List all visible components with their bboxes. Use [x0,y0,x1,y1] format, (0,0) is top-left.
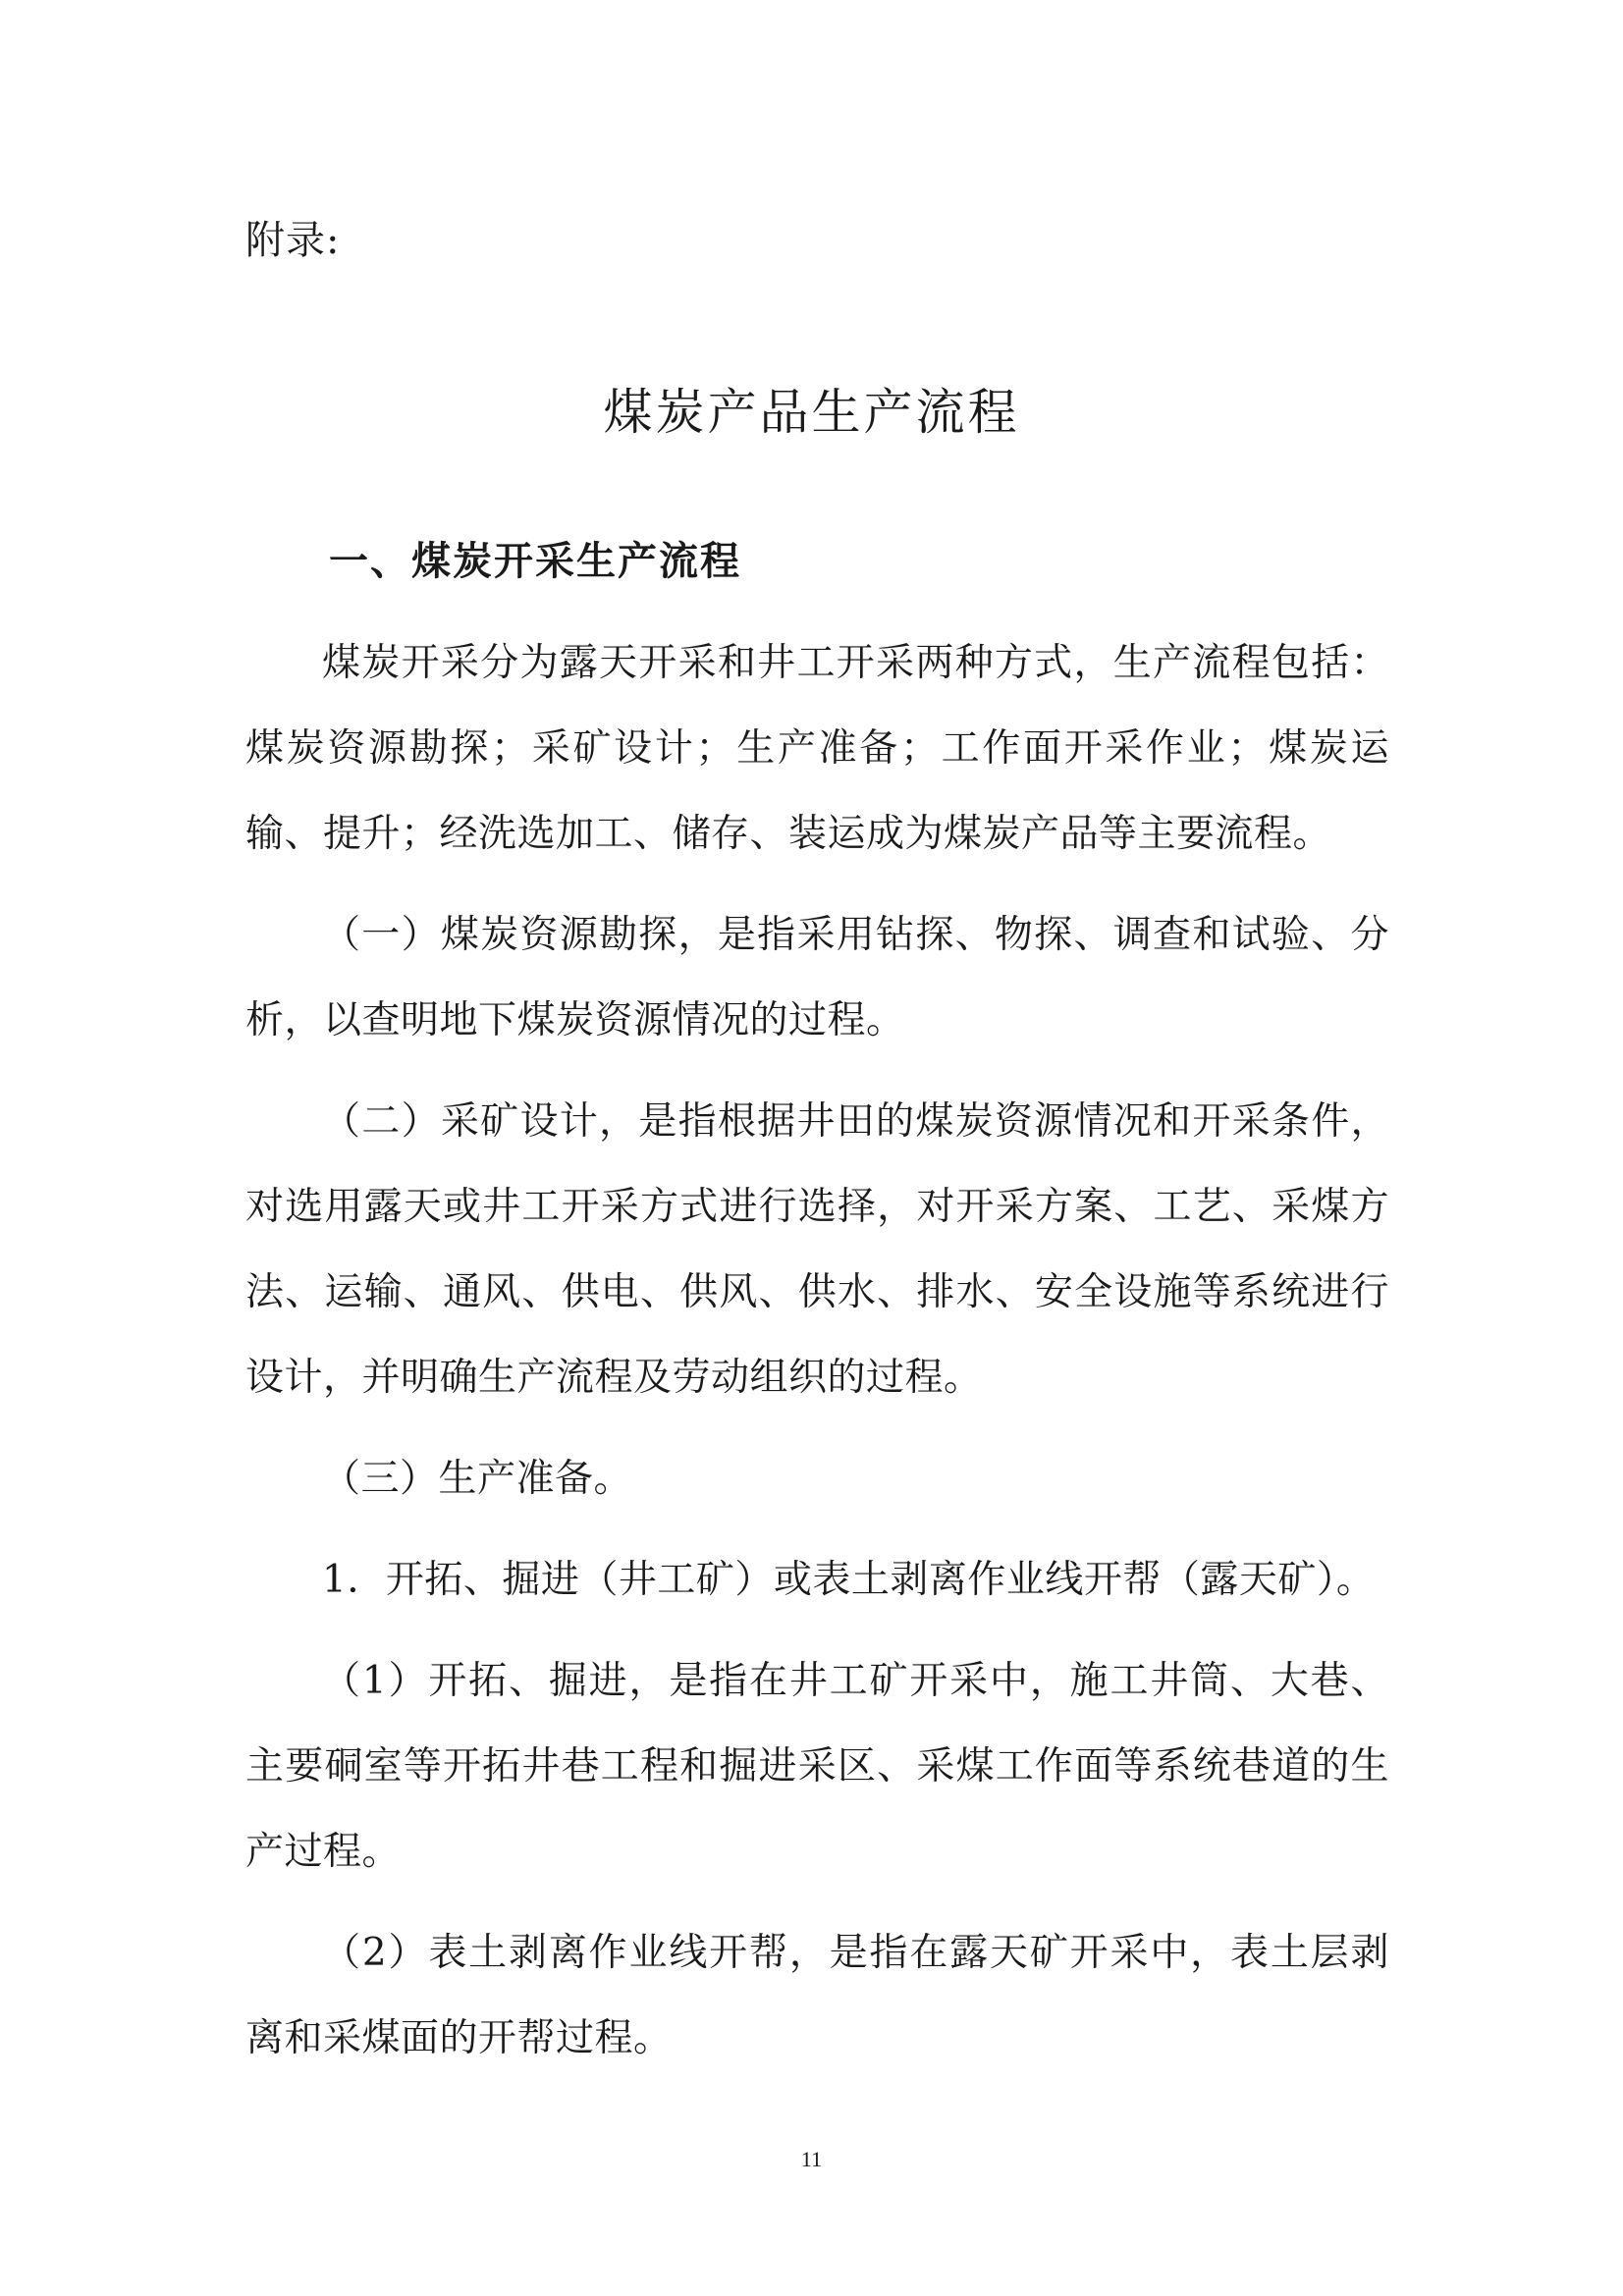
page-title: 煤炭产品生产流程 [603,384,1020,441]
paragraph-resource-exploration: （一）煤炭资源勘探，是指采用钻探、物探、调查和试验、分析，以查明地下煤炭资源情况的过程。 [245,913,1389,1042]
paragraph-item-1-2: （2）表土剥离作业线开帮，是指在露天矿开采中，表土层剥离和采煤面的开帮过程。 [245,1931,1389,2060]
paragraph-production-preparation: （三）生产准备。 [322,1457,633,1501]
paragraph-mining-design: （二）采矿设计，是指根据井田的煤炭资源情况和开采条件，对选用露天或井工开采方式进行选择，对开采方案、工艺、采煤方法、运输、通风、供电、供风、供水、排水、安全设施等系统进行设计，并明确生产流程及劳动组织的过程。 [245,1099,1389,1400]
paragraph-item-1-1: （1）开拓、掘进，是指在井工矿开采中，施工井筒、大巷、主要硐室等开拓井巷工程和掘进采区、采煤工作面等系统巷道的生产过程。 [245,1659,1389,1874]
page-number: 11 [800,2147,823,2171]
body-text [245,620,1389,2097]
appendix-label: 附录: [245,218,341,263]
section-heading: 一、煤炭开采生产流程 [329,539,741,584]
paragraph-item-1: 1．开拓、掘进（井工矿）或表土剥离作业线开帮（露天矿）。 [322,1558,1376,1602]
paragraph-intro: 煤炭开采分为露天开采和井工开采两种方式，生产流程包括：煤炭资源勘探；采矿设计；生产准备；工作面开采作业；煤炭运输、提升；经洗选加工、储存、装运成为煤炭产品等主要流程。 [245,641,1389,856]
